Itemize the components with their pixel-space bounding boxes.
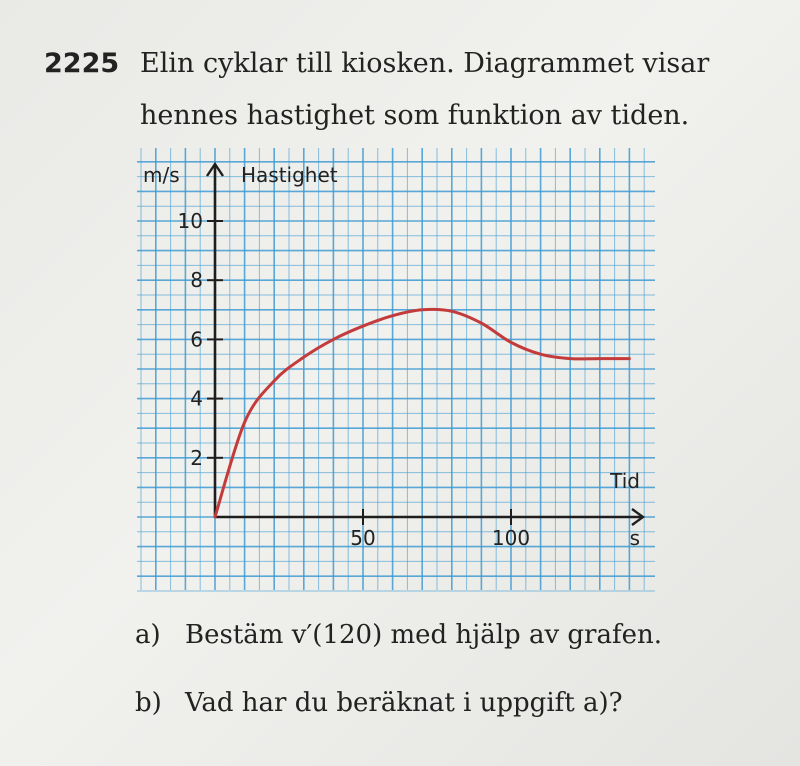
y-tick-label: 6 <box>190 327 203 352</box>
question-b-letter: b) <box>135 688 162 718</box>
y-tick-label: 8 <box>190 268 203 293</box>
problem-text-line-1: Elin cyklar till kiosken. Diagrammet visar <box>140 48 710 79</box>
y-axis-label: Hastighet <box>241 163 338 187</box>
question-a-letter: a) <box>135 620 161 650</box>
y-tick-label: 2 <box>190 445 203 470</box>
question-b-text: Vad har du beräknat i uppgift a)? <box>185 688 623 718</box>
y-axis-unit: m/s <box>143 163 180 187</box>
tick-labels <box>178 209 531 550</box>
question-a-text: Bestäm v′(120) med hjälp av grafen. <box>185 620 663 650</box>
x-axis-unit: s <box>629 526 640 550</box>
x-tick-label: 50 <box>350 526 376 550</box>
y-tick-label: 4 <box>190 386 203 411</box>
axes <box>207 164 643 525</box>
x-axis-label: Tid <box>610 469 640 493</box>
problem-text-line-2: hennes hastighet som funktion av tiden. <box>140 100 690 131</box>
problem-number: 2225 <box>44 48 120 79</box>
question-a <box>135 620 662 650</box>
y-tick-label: 10 <box>177 209 203 233</box>
x-tick-label: 100 <box>491 526 531 550</box>
question-b <box>135 688 623 718</box>
